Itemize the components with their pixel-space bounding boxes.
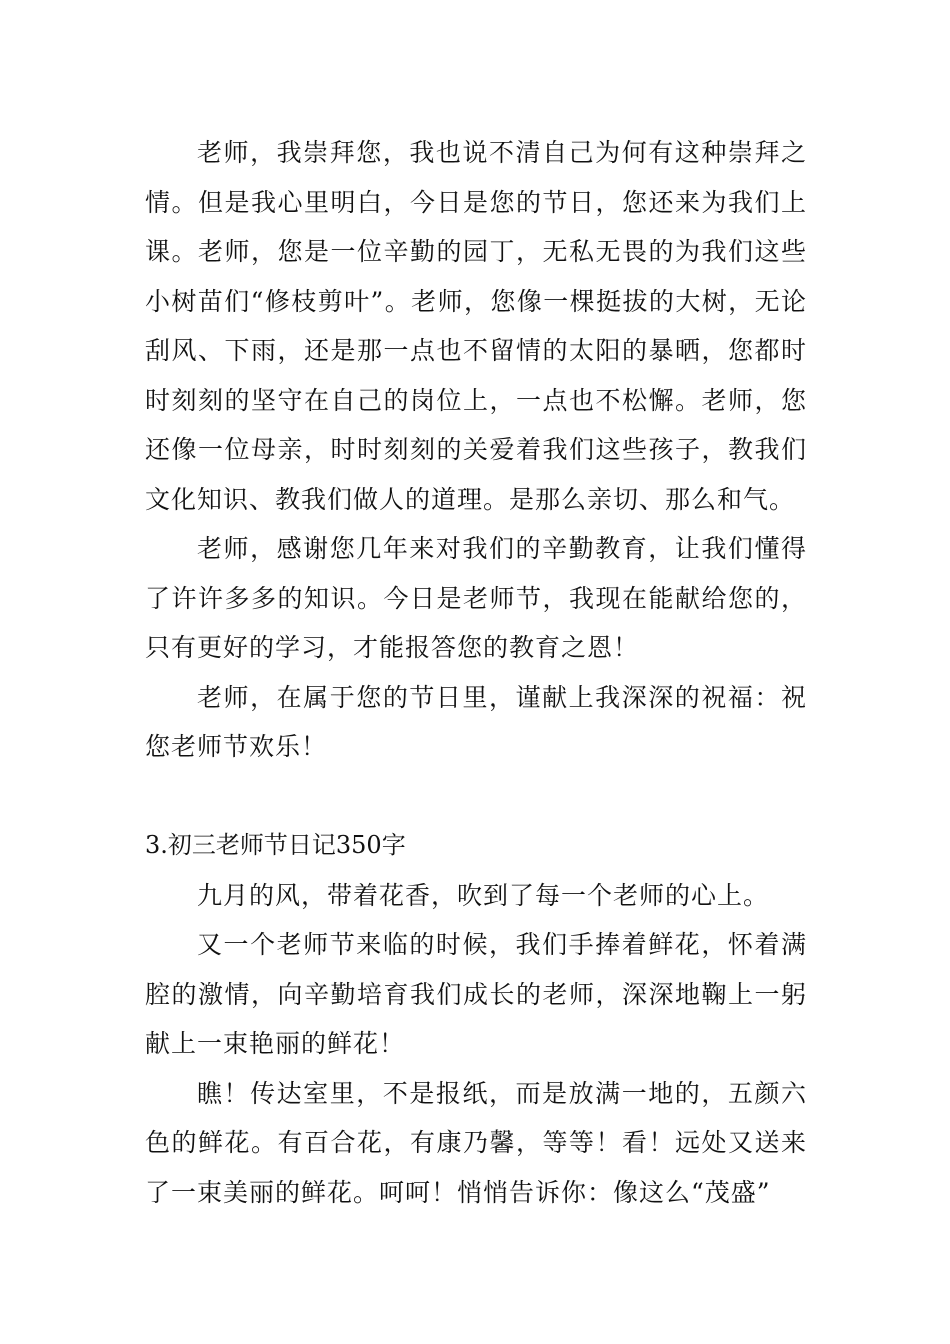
document-body: [145, 128, 807, 1217]
section-heading: 3.初三老师节日记350字: [145, 831, 406, 859]
paragraph-reception-room: 瞧！传达室里，不是报纸，而是放满一地的，五颜六色的鲜花。有百合花，有康乃馨，等等！看！远处又送来了一束美丽的鲜花。呵呵！悄悄告诉你：像这么“茂盛”: [145, 1078, 807, 1207]
paragraph-admiration: 老师，我崇拜您，我也说不清自己为何有这种崇拜之情。但是我心里明白，今日是您的节日，您还来为我们上课。老师，您是一位辛勤的园丁，无私无畏的为我们这些小树苗们“修枝剪叶”。老师，您像一棵挺拔的大树，无论刮风、下雨，还是那一点也不留情的太阳的暴晒，您都时时刻刻的坚守在自己的岗位上，一点也不松懈。老师，您还像一位母亲，时时刻刻的关爱着我们这些孩子，教我们文化知识、教我们做人的道理。是那么亲切、那么和气。: [145, 138, 807, 514]
paragraph-blessing: 老师，在属于您的节日里，谨献上我深深的祝福：祝您老师节欢乐！: [145, 682, 807, 761]
paragraph-holding-flowers: 又一个老师节来临的时候，我们手捧着鲜花，怀着满腔的激情，向辛勤培育我们成长的老师，深深地鞠上一躬献上一束艳丽的鲜花！: [145, 930, 807, 1058]
paragraph-september-wind: 九月的风，带着花香，吹到了每一个老师的心上。: [197, 880, 770, 910]
paragraph-gratitude: 老师，感谢您几年来对我们的辛勤教育，让我们懂得了许许多多的知识。今日是老师节，我现在能献给您的，只有更好的学习，才能报答您的教育之恩！: [145, 534, 807, 662]
section-spacer: [145, 772, 807, 822]
